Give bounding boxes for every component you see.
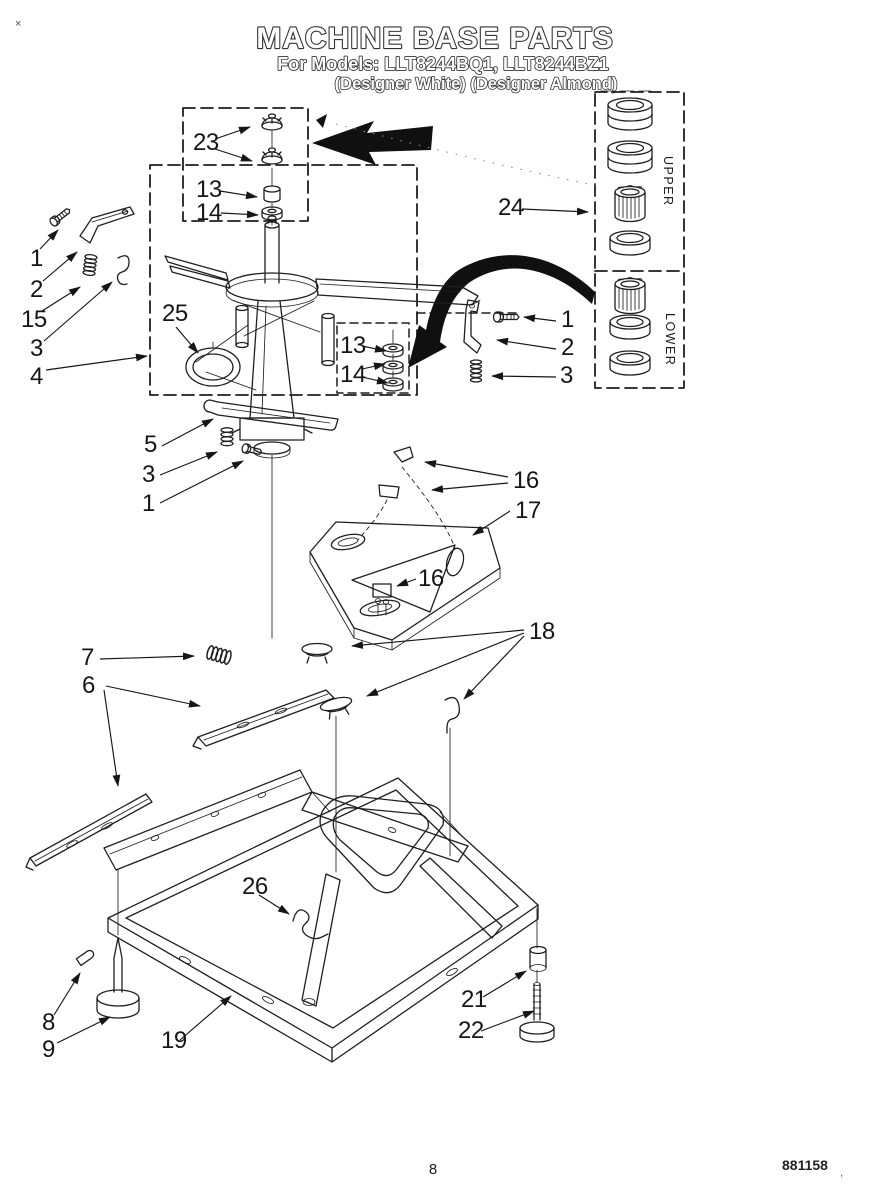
corner-mark: × [15,18,22,30]
pad-18-b [319,695,355,721]
callout-13-mid: 13 [340,332,366,359]
straight-install-arrow [312,121,433,165]
callout-14-top: 14 [196,199,222,226]
lower-section-label: LOWER [663,313,677,367]
callout-19: 19 [161,1027,187,1054]
bearing-kit-box [595,92,684,388]
callout-3-lower: 3 [142,461,155,488]
header [256,22,651,93]
screw-1-drawing [241,443,263,457]
page-number: 8 [428,1161,438,1178]
left-suspension-arm [165,256,230,288]
callout-2-right: 2 [561,334,574,361]
pad-18-c [445,698,459,733]
callout-17: 17 [515,497,541,524]
callout-22: 22 [458,1017,484,1044]
colors-subtitle: (Designer White) (Designer Almond) [334,75,618,93]
callout-18: 18 [529,618,555,645]
leveling-screw-22-drawing [520,983,554,1042]
left-hardware-drawing [49,206,134,284]
spacer-13-drawing [264,186,280,202]
callout-16-inner: 16 [418,565,444,592]
pad-18-a [302,644,332,664]
callout-14-mid: 14 [340,361,366,388]
callout-1-right: 1 [561,306,574,333]
platform-17-drawing [310,522,500,650]
callout-9: 9 [42,1036,55,1063]
bracket-5-group [204,400,338,457]
spring-3-drawing [471,360,482,382]
models-subtitle: For Models: LLT8244BQ1, LLT8244BZ1 [277,54,609,74]
platform-group [302,447,500,872]
spring-7-drawing [206,645,233,665]
document-number: 881158 [782,1157,828,1173]
top-hardware-stack [262,114,282,225]
callout-6: 6 [82,672,95,699]
callout-5: 5 [144,431,157,458]
callout-15-left: 15 [21,306,47,333]
rail-6-lower [26,794,152,870]
callout-1-left: 1 [30,245,43,272]
stray-mark: , [840,1165,844,1179]
callout-26: 26 [242,873,268,900]
small-arrow-tick [316,114,327,128]
callout-16-upper: 16 [513,467,539,494]
spacer-21-drawing [530,947,546,972]
callout-1-lower: 1 [142,490,155,517]
upper-beams [104,770,468,870]
clip-26-drawing [293,910,328,939]
callout-7: 7 [81,644,94,671]
pin-8-drawing [76,949,95,966]
callout-25: 25 [162,300,188,327]
callout-13-top: 13 [196,176,222,203]
pad-guide-lines [336,716,450,872]
mid-hardware-stack [383,330,403,391]
callout-23: 23 [193,129,219,156]
suspension-rails-drawing [26,645,334,870]
spring-15-drawing [83,254,97,276]
bracket-2-drawing [80,207,134,243]
tripod-support [302,792,502,1006]
callout-3-right: 3 [560,362,573,389]
rail-6-upper [193,690,334,749]
callout-4-left: 4 [30,363,43,390]
callout-21: 21 [461,986,487,1013]
pad-18-drawings [302,644,459,734]
spring-3-drawing [221,428,233,446]
callout-2-left: 2 [30,276,43,303]
callout-3-left: 3 [30,335,43,362]
clip-16-a-drawing [394,447,413,462]
callout-24: 24 [498,194,524,221]
footer [429,1157,844,1179]
callout-8: 8 [42,1009,55,1036]
gearcase-region-box [150,165,417,395]
clip-16-b-drawing [379,485,399,498]
upper-section-label: UPPER [661,156,675,207]
upper-bearing-stack [608,98,652,255]
page-title: MACHINE BASE PARTS [256,22,614,55]
gearcase-posts [232,300,334,366]
install-direction-arrows [312,114,598,368]
lower-bearing-stack [610,278,650,375]
screw-1-drawing [49,206,73,227]
clip-3-drawing [118,256,130,285]
